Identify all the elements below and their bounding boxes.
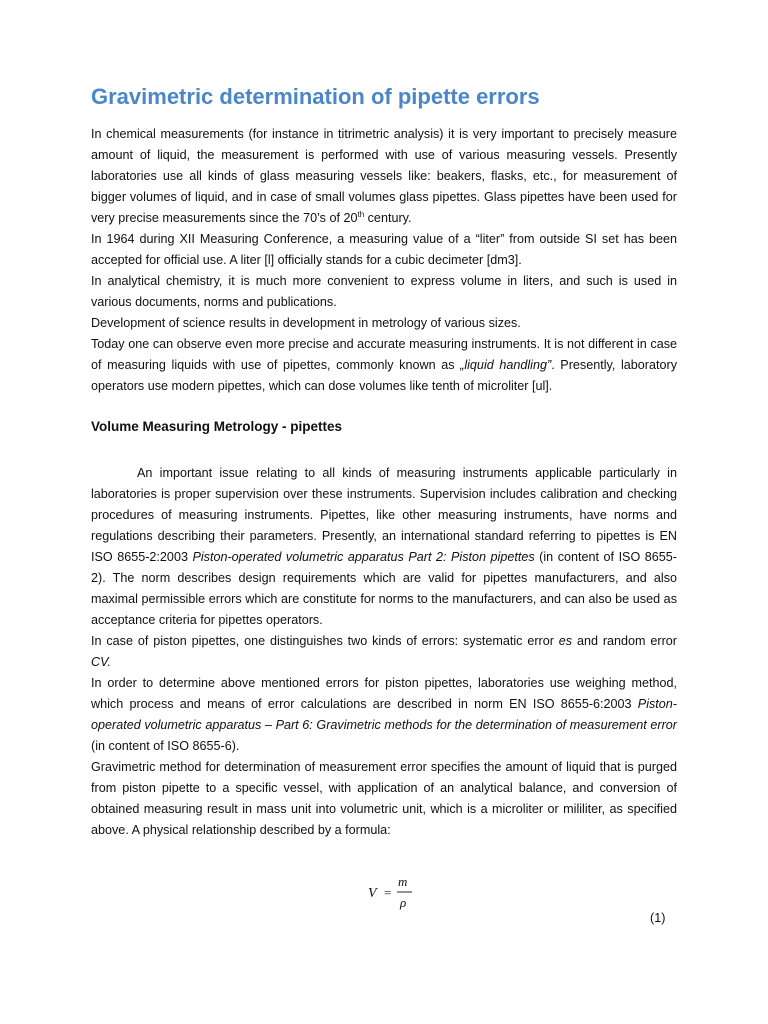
metrology-section [91,463,677,841]
section-paragraph-4: Gravimetric method for determination of measurement error specifies the amount of liquid that is purged from piston pipette to a specific vessel, with application of an analytical balance, and conversion of obtained measuring result in mass unit into volumetric unit, which is a microliter or mililiter, as specified above. A physical relationship described by a formula: [91,760,677,837]
section-paragraph-1: An important issue relating to all kinds of measuring instruments applicable particularly in laboratories is proper supervision over these instruments. Supervision includes calibration and checking procedures of measuring instruments. Pipettes, like other measuring instruments, have norms and regulations describing their parameters. Presently, an international standard referring to pipettes is EN ISO 8655-2:2003 Piston-operated volumetric apparatus Part 2: Piston pipettes (in content of ISO 8655-2). The norm describes design requirements which are valid for pipettes manufacturers, and also maximal permissible errors which are constitute for norms to the manufacturers, and can also be used as acceptance criteria for pipettes operators. [91,466,677,627]
formula-lhs: V [368,886,377,901]
formula-equals: = [384,885,392,900]
intro-paragraph-1: In chemical measurements (for instance in titrimetric analysis) it is very important to precisely measure amount of liquid, the measurement is performed with use of various measuring vessels. Presently laboratories use all kinds of glass measuring vessels like: beakers, flasks, etc., for measurement of bigger volumes of liquid, and in case of small volumes glass pipettes. Glass pipettes have been used for very precise measurements since the 70’s of 20th century. [91,127,677,225]
formula-denominator: ρ [400,895,407,910]
section-heading: Volume Measuring Metrology - pipettes [91,419,343,434]
formula-numerator: m [398,874,408,889]
intro-section [91,124,677,397]
intro-paragraph-2: In 1964 during XII Measuring Conference, a measuring value of a “liter” from outside SI set has been accepted for official use. A liter [l] officially stands for a cubic decimeter [dm3]. [91,232,677,267]
document-title: Gravimetric determination of pipette errors [91,84,540,109]
intro-paragraph-3: In analytical chemistry, it is much more convenient to express volume in liters, and such is used in various documents, norms and publications. [91,274,677,309]
intro-paragraph-5: Today one can observe even more precise and accurate measuring instruments. It is not different in case of measuring liquids with use of pipettes, commonly known as „liquid handling”. Presently, laboratory operators use modern pipettes, which can dose volumes like tenth of microliter [ul]. [91,337,677,393]
intro-paragraph-4: Development of science results in development in metrology of various sizes. [91,316,521,330]
section-paragraph-2: In case of piston pipettes, one distinguishes two kinds of errors: systematic error es and random error CV. [91,634,677,669]
equation-number: (1) [650,911,666,925]
volume-formula [366,872,426,912]
section-paragraph-3: In order to determine above mentioned errors for piston pipettes, laboratories use weighing method, which process and means of error calculations are described in norm EN ISO 8655-6:2003 Piston-operated volumetric apparatus – Part 6: Gravimetric methods for the determination of measurement error (in content of ISO 8655-6). [91,676,677,753]
